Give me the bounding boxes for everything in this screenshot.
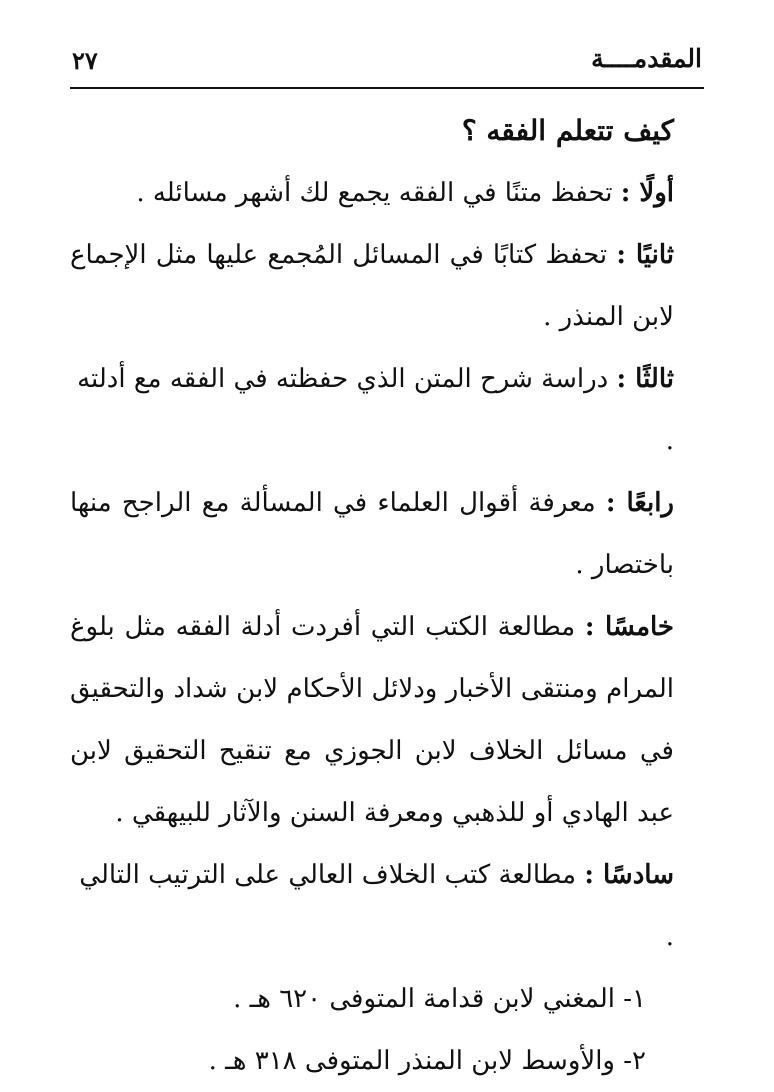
list-item: ١- المغني لابن قدامة المتوفى ٦٢٠ هـ . xyxy=(233,984,646,1014)
page-body xyxy=(70,100,674,1092)
item-text: معرفة أقوال العلماء في المسألة مع الراجح منها باختصار . xyxy=(70,488,674,580)
section-heading: كيف تتعلم الفقه ؟ xyxy=(461,114,674,147)
item-third xyxy=(70,348,674,472)
item-fifth xyxy=(70,596,674,844)
item-fourth xyxy=(70,472,674,596)
page-header xyxy=(70,42,702,86)
item-lead: خامسًا : xyxy=(584,612,674,642)
item-first xyxy=(70,162,674,224)
item-text: مطالعة الكتب التي أفردت أدلة الفقه مثل بلوغ المرام ومنتقى الأخبار ودلائل الأحكام لابن شداد والتحقيق في مسائل الخلاف لابن الجوزي مع تنقيح التحقيق لابن عبد الهادي أو للذهبي ومعرفة السنن والآثار للبيهقي . xyxy=(70,612,674,828)
item-text: تحفظ متنًا في الفقه يجمع لك أشهر مسائله . xyxy=(136,178,621,208)
running-title: المقدمــــة xyxy=(591,44,702,73)
list-item: ٢- والأوسط لابن المنذر المتوفى ٣١٨ هـ . xyxy=(208,1046,646,1076)
item-lead: رابعًا : xyxy=(605,488,674,518)
item-second xyxy=(70,224,674,348)
item-lead: ثالثًا : xyxy=(616,364,674,394)
item-lead: أولًا : xyxy=(620,178,674,208)
item-text: مطالعة كتب الخلاف العالي على الترتيب التالي . xyxy=(79,860,674,952)
item-text: تحفظ كتابًا في المسائل المُجمع عليها مثل الإجماع لابن المنذر . xyxy=(70,240,674,332)
header-rule xyxy=(70,87,704,89)
item-text: دراسة شرح المتن الذي حفظته في الفقه مع أدلته . xyxy=(77,364,674,456)
item-sixth xyxy=(70,844,674,968)
page-number: ٢٧ xyxy=(72,46,98,75)
item-lead: سادسًا : xyxy=(584,860,674,890)
item-lead: ثانيًا : xyxy=(616,240,674,270)
